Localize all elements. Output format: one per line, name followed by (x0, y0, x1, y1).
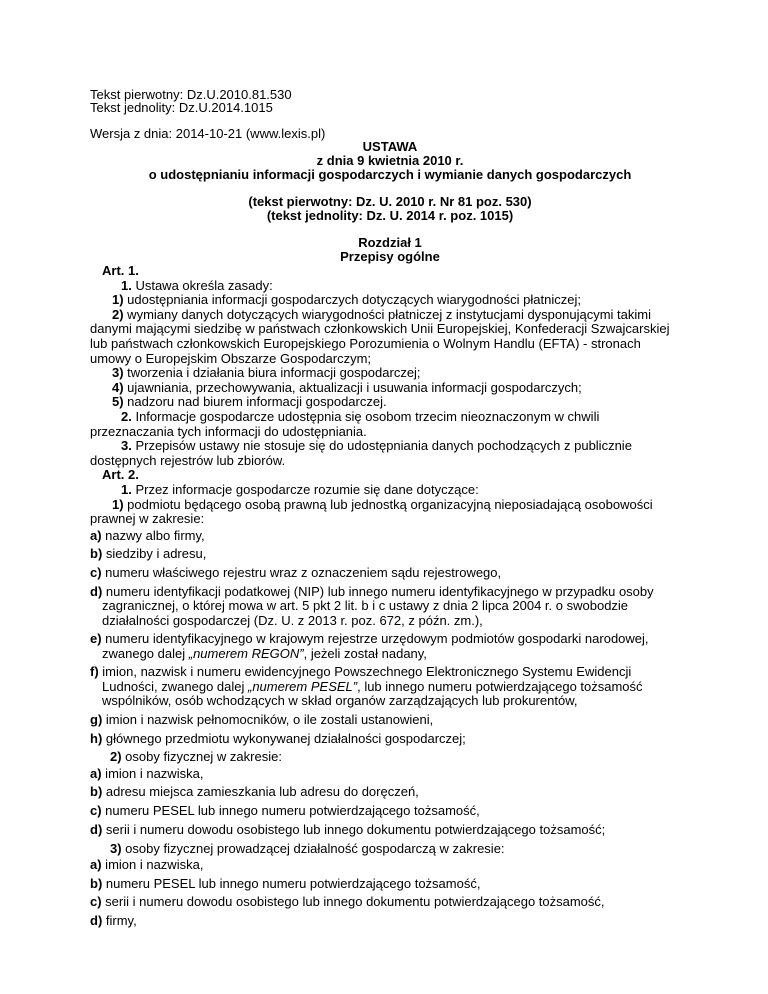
article-2-point-2-letters (90, 767, 690, 838)
list-item: c) numeru PESEL lub innego numeru potwierdzającego tożsamość, (90, 803, 480, 819)
article-1-point-4: 4) ujawniania, przechowywania, aktualizacji i usuwania informacji gospodarczych; (112, 379, 582, 395)
document-metadata (90, 88, 690, 140)
list-item: h) głównego przedmiotu wykonywanej działalności gospodarczej; (90, 730, 466, 746)
article-1-section-3: 3. Przepisów ustawy nie stosuje się do udostępniania danych pochodzących z publicznie dostępnych rejestrów lub zbiorów. (90, 438, 632, 468)
article-2-point-3-letters (90, 858, 690, 929)
article-2-point-1-letters (90, 529, 690, 746)
article-2-point-1: 1) podmiotu będącego osobą prawną lub jednostką organizacyjną nieposiadającą osobowości prawnej w zakresie: (90, 496, 653, 527)
list-item: c) serii i numeru dowodu osobistego lub innego dokumentu potwierdzającego tożsamość, (90, 894, 605, 910)
list-item: b) siedziby i adresu, (90, 546, 207, 562)
defined-term: „numerem REGON” (188, 645, 304, 661)
chapter-number: Rozdział 1 (358, 235, 422, 250)
article-1-point-5: 5) nadzoru nad biurem informacji gospodarczej. (112, 394, 387, 410)
article-2-label: Art. 2. (102, 467, 139, 483)
act-title (90, 140, 690, 264)
defined-term: „numerem PESEL” (248, 678, 358, 694)
list-item: f) imion, nazwisk i numeru ewidencyjnego Powszechnego Elektronicznego Systemu Ewidencji Ludności, zwanego dalej „numerem PESEL”, lub innego numeru potwierdzającego tożsamość wspólników, osób wchodzących w skład organów zarządzających lub prokurentów, (90, 664, 643, 709)
act-subject: o udostępnianiu informacji gospodarczych i wymianie danych gospodarczych (148, 167, 632, 182)
list-item: d) numeru identyfikacji podatkowej (NIP) lub innego numeru identyfikacyjnego w przypadku osoby zagranicznej, o której mowa w art. 5 pkt 2 lit. b i c ustawy z dnia 2 lipca 2004 r. o swobodzie działalności gospodarczej (Dz. U. z 2013 r. poz. 672, z późn. zm.), (90, 583, 654, 628)
article-1-section-2: 2. Informacje gospodarcze udostępnia się osobom trzecim nieoznaczonym w chwili przeznaczania tych informacji do udostępniania. (90, 408, 600, 439)
document-page (90, 88, 690, 928)
chapter-name: Przepisy ogólne (340, 249, 440, 264)
article-1-point-3: 3) tworzenia i działania biura informacji gospodarczej; (112, 365, 421, 381)
article-2-section-1: 1. Przez informacje gospodarcze rozumie się dane dotyczące: (121, 481, 479, 497)
article-1-point-2: 2) wymiany danych dotyczących wiarygodności płatniczej z instytucjami dysponującymi takimi danymi mającymi siedzibę w państwach członkowskich Unii Europejskiej, Konfederacji Szwajcarskiej lub państwach członkowskich Europejskiego Porozumienia o Wolnym Handlu (EFTA) - stronach umowy o Europejskim Obszarze Gospodarczym; (90, 306, 670, 366)
consolidated-text-reference: Tekst jednolity: Dz.U.2014.1015 (90, 100, 273, 115)
list-item: e) numeru identyfikacyjnego w krajowym rejestrze urzędowym podmiotów gospodarki narodowej, zwanego dalej „numerem REGON”, jeżeli został nadany, (90, 631, 649, 661)
list-item: d) firmy, (90, 913, 137, 929)
list-item: g) imion i nazwisk pełnomocników, o ile zostali ustanowieni, (90, 711, 434, 727)
list-item: b) adresu miejsca zamieszkania lub adresu do doręczeń, (90, 784, 419, 800)
list-item: a) imion i nazwiska, (90, 856, 204, 872)
act-date: z dnia 9 kwietnia 2010 r. (316, 153, 464, 168)
article-1-section-1: 1. Ustawa określa zasady: (121, 277, 273, 293)
article-2-point-3: 3) osoby fizycznej prowadzącej działalność gospodarczą w zakresie: (110, 840, 505, 856)
list-item: b) numeru PESEL lub innego numeru potwierdzającego tożsamość, (90, 875, 481, 891)
version-date: Wersja z dnia: 2014-10-21 (www.lexis.pl) (90, 126, 326, 141)
list-item: a) imion i nazwiska, (90, 765, 204, 781)
act-type: USTAWA (362, 139, 418, 154)
list-item: c) numeru właściwego rejestru wraz z oznaczeniem sądu rejestrowego, (90, 565, 502, 581)
list-item: a) nazwy albo firmy, (90, 527, 205, 543)
article-1 (90, 264, 690, 468)
article-2 (90, 468, 690, 928)
act-consolidated-publication: (tekst jednolity: Dz. U. 2014 r. poz. 1015) (266, 208, 514, 223)
act-original-publication: (tekst pierwotny: Dz. U. 2010 r. Nr 81 poz. 530) (248, 194, 532, 209)
article-1-label: Art. 1. (102, 263, 139, 278)
article-1-point-1: 1) udostępniania informacji gospodarczych dotyczących wiarygodności płatniczej; (112, 292, 581, 308)
article-2-point-2: 2) osoby fizycznej w zakresie: (110, 749, 282, 765)
list-item: d) serii i numeru dowodu osobistego lub innego dokumentu potwierdzającego tożsamość; (90, 821, 606, 837)
original-text-reference: Tekst pierwotny: Dz.U.2010.81.530 (90, 87, 292, 102)
